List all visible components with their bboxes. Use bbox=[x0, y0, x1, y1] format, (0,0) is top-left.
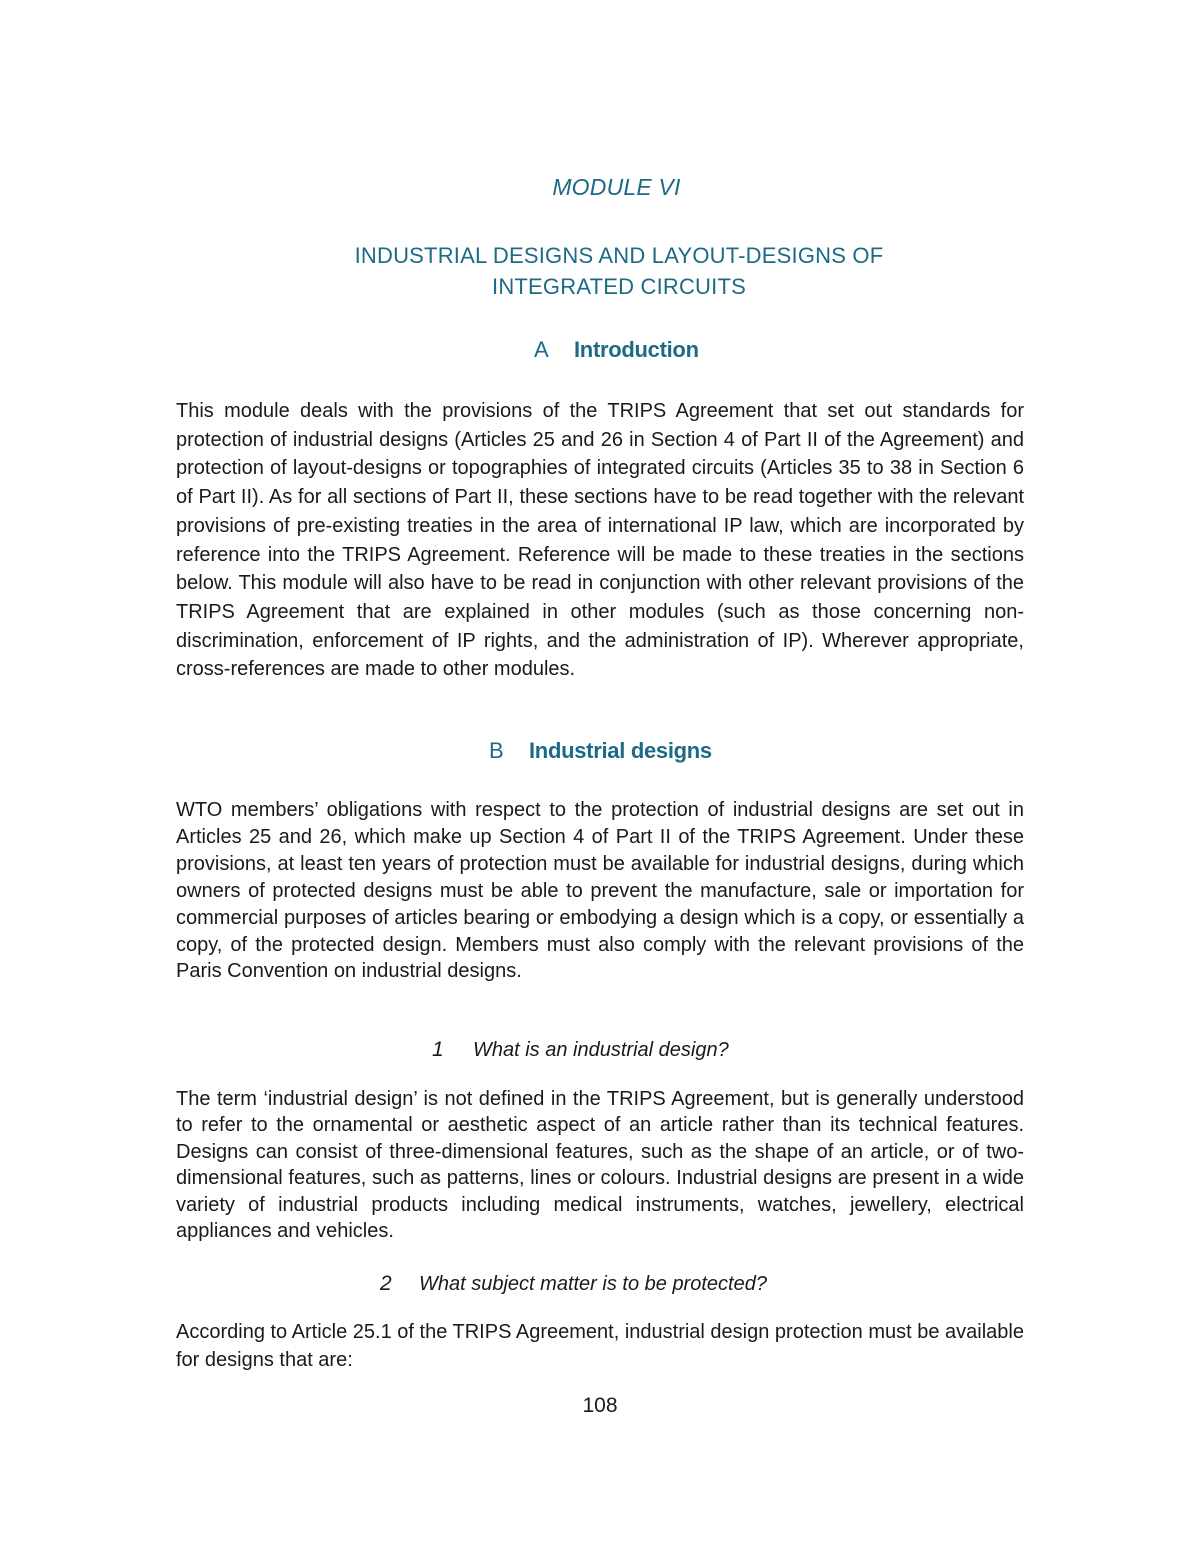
title-line-2: INTEGRATED CIRCUITS bbox=[492, 274, 746, 299]
subsection-2-title: What subject matter is to be protected? bbox=[419, 1273, 767, 1295]
subsection-1-number: 1 bbox=[432, 1038, 444, 1061]
page-number: 108 bbox=[582, 1394, 618, 1417]
section-b-heading bbox=[489, 736, 712, 766]
title-line-1: INDUSTRIAL DESIGNS AND LAYOUT-DESIGNS OF bbox=[354, 243, 884, 268]
module-label: MODULE VI bbox=[552, 174, 681, 200]
section-b-letter: B bbox=[489, 738, 504, 763]
section-a-heading bbox=[534, 335, 699, 365]
definition-paragraph: The term ‘industrial design’ is not defined in the TRIPS Agreement, but is generally understood to refer to the ornamental or aesthetic aspect of an article rather than its technical features. Designs can consist of three-dimensional features, such as the shape of an article, or of two-dimensional features, such as patterns, lines or colours. Industrial designs are present in a wide variety of industrial products including medical instruments, watches, jewellery, electrical appliances and vehicles. bbox=[176, 1088, 1024, 1243]
section-b-title: Industrial designs bbox=[529, 738, 712, 763]
industrial-designs-paragraph: WTO members’ obligations with respect to the protection of industrial designs are set out in Articles 25 and 26, which make up Section 4 of Part II of the TRIPS Agreement. Under these provisions, at least ten years of protection must be available for industrial designs, during which owners of protected designs must be able to prevent the manufacture, sale or importation for commercial purposes of articles bearing or embodying a design which is a copy, or essentially a copy, of the protected design. Members must also comply with the relevant provisions of the Paris Convention on industrial designs. bbox=[176, 799, 1024, 983]
subject-matter-paragraph: According to Article 25.1 of the TRIPS Agreement, industrial design protection must be available for designs that are: bbox=[176, 1321, 1024, 1371]
subsection-2-number: 2 bbox=[380, 1272, 392, 1295]
section-a-letter: A bbox=[534, 337, 549, 362]
subsection-1-heading bbox=[432, 1035, 729, 1065]
introduction-paragraph: This module deals with the provisions of the TRIPS Agreement that set out standards for protection of industrial designs (Articles 25 and 26 in Section 4 of Part II of the Agreement) and protection of layout-designs or topographies of integrated circuits (Articles 35 to 38 in Section 6 of Part II). As for all sections of Part II, these sections have to be read together with the relevant provisions of pre-existing treaties in the area of international IP law, which are incorporated by reference into the TRIPS Agreement. Reference will be made to these treaties in the sections below. This module will also have to be read in conjunction with other relevant provisions of the TRIPS Agreement that are explained in other modules (such as those concerning non-discrimination, enforcement of IP rights, and the administration of IP). Wherever appropriate, cross-references are made to other modules. bbox=[176, 400, 1024, 681]
subsection-2-heading bbox=[380, 1269, 767, 1299]
document-title bbox=[0, 240, 1200, 302]
section-a-title: Introduction bbox=[574, 337, 699, 362]
subsection-1-title: What is an industrial design? bbox=[473, 1039, 729, 1061]
